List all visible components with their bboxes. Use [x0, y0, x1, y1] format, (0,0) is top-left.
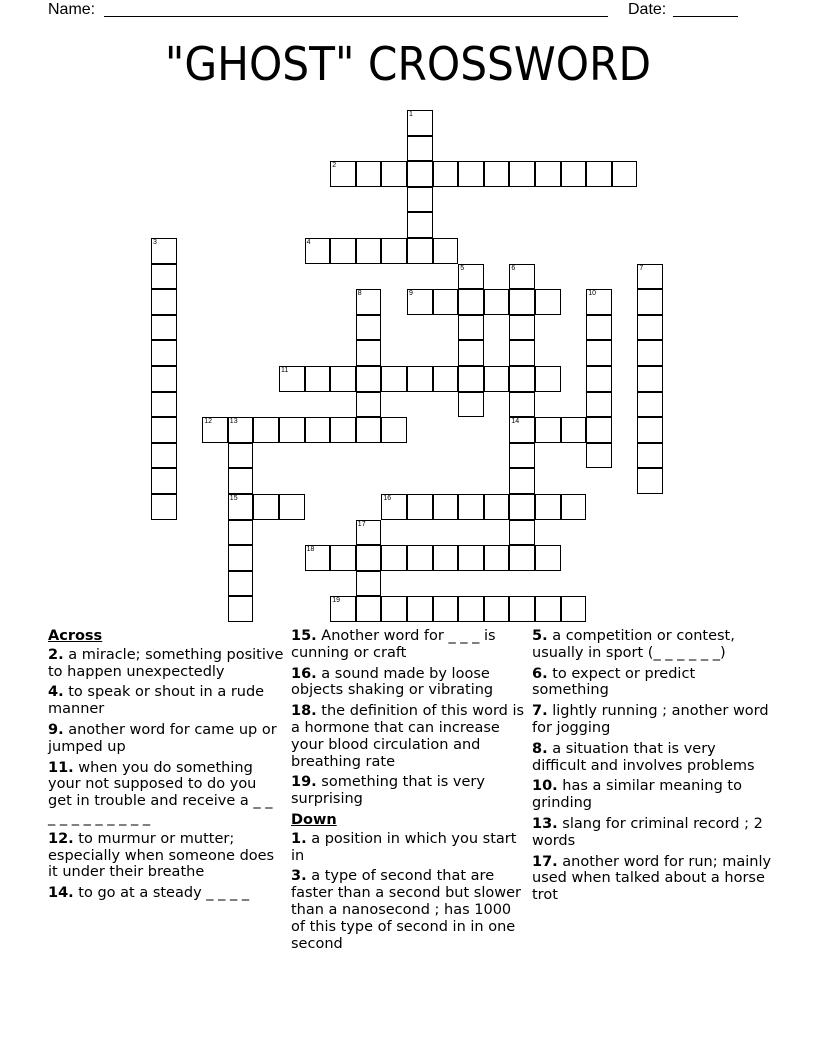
- clue-number: 1.: [291, 830, 307, 847]
- cell-number: 7: [639, 264, 644, 272]
- grid-cell[interactable]: [586, 340, 612, 366]
- grid-cell[interactable]: [407, 289, 433, 315]
- grid-cell[interactable]: [509, 340, 535, 366]
- grid-cell[interactable]: [637, 315, 663, 341]
- clue-text: Another word for _ _ _ is cunning or craft: [291, 628, 496, 661]
- clue-text: something that is very surprising: [291, 774, 485, 808]
- grid-cell[interactable]: [509, 545, 535, 571]
- grid-cell[interactable]: [586, 443, 612, 469]
- grid-cell[interactable]: [407, 161, 433, 187]
- grid-cell[interactable]: [279, 494, 305, 520]
- grid-cell[interactable]: [535, 596, 561, 622]
- grid-cell[interactable]: [433, 366, 459, 392]
- grid-cell[interactable]: [561, 596, 587, 622]
- grid-cell[interactable]: [433, 596, 459, 622]
- grid-cell[interactable]: [151, 315, 177, 341]
- grid-cell[interactable]: [509, 315, 535, 341]
- clue-down-1: [291, 831, 527, 865]
- grid-cell[interactable]: [407, 366, 433, 392]
- grid-cell[interactable]: [637, 366, 663, 392]
- grid-cell[interactable]: [151, 340, 177, 366]
- cell-number: 17: [357, 520, 366, 528]
- clue-text: the definition of this word is a hormone that can increase your blood circulation and breathing rate: [291, 703, 525, 770]
- clue-number: 10.: [532, 778, 558, 795]
- clue-across-2: [48, 647, 284, 681]
- grid-cell[interactable]: [433, 161, 459, 187]
- grid-cell[interactable]: [228, 571, 254, 597]
- clue-text: a type of second that are faster than a second but slower than a nanosecond ; has 1000 of this type of second in in one second: [291, 868, 521, 952]
- clue-text: another word for came up or jumped up: [48, 721, 277, 755]
- name-label: Name:: [48, 1, 96, 18]
- grid-cell[interactable]: [381, 238, 407, 264]
- grid-cell[interactable]: [561, 161, 587, 187]
- grid-cell[interactable]: [458, 264, 484, 290]
- grid-cell[interactable]: [484, 596, 510, 622]
- clue-text: to expect or predict something: [532, 665, 696, 699]
- grid-cell[interactable]: [407, 136, 433, 162]
- grid-cell[interactable]: [305, 417, 331, 443]
- grid-cell[interactable]: [356, 520, 382, 546]
- clue-text: to murmur or mutter; especially when someone does it under their breathe: [48, 830, 275, 881]
- clue-number: 16.: [291, 665, 317, 682]
- clue-number: 8.: [532, 740, 548, 757]
- grid-cell[interactable]: [458, 545, 484, 571]
- grid-cell[interactable]: [637, 417, 663, 443]
- grid-cell[interactable]: [458, 161, 484, 187]
- cell-number: 14: [511, 418, 520, 426]
- grid-cell[interactable]: [509, 417, 535, 443]
- clue-text: a situation that is very difficult and involves problems: [532, 740, 755, 774]
- grid-cell[interactable]: [356, 545, 382, 571]
- grid-cell[interactable]: [509, 264, 535, 290]
- grid-cell[interactable]: [228, 520, 254, 546]
- grid-cell[interactable]: [202, 417, 228, 443]
- cell-number: 9: [409, 290, 413, 298]
- grid-cell[interactable]: [356, 340, 382, 366]
- grid-cell[interactable]: [535, 289, 561, 315]
- clue-text: a miracle; something positive to happen unexpectedly: [48, 646, 284, 680]
- grid-cell[interactable]: [407, 187, 433, 213]
- grid-cell[interactable]: [612, 161, 638, 187]
- grid-cell[interactable]: [228, 443, 254, 469]
- grid-cell[interactable]: [151, 417, 177, 443]
- grid-cell[interactable]: [484, 366, 510, 392]
- grid-cell[interactable]: [509, 494, 535, 520]
- clue-down-6: [532, 666, 772, 700]
- grid-cell[interactable]: [561, 417, 587, 443]
- clue-number: 6.: [532, 665, 548, 682]
- cell-number: 4: [306, 239, 311, 246]
- down-heading: Down: [291, 811, 337, 828]
- grid-cell[interactable]: [381, 494, 407, 520]
- clue-down-13: [532, 816, 772, 850]
- clue-down-8: [532, 741, 772, 775]
- grid-cell[interactable]: [151, 443, 177, 469]
- cell-number: 12: [204, 418, 212, 426]
- grid-cell[interactable]: [535, 417, 561, 443]
- grid-cell[interactable]: [458, 289, 484, 315]
- grid-cell[interactable]: [509, 468, 535, 494]
- grid-cell[interactable]: [381, 417, 407, 443]
- clues-column-1: [48, 628, 284, 906]
- clue-across-14: [48, 885, 284, 902]
- grid-cell[interactable]: [356, 289, 382, 315]
- grid-cell[interactable]: [151, 494, 177, 520]
- clue-down-3: [291, 868, 527, 952]
- clues-column-2: [291, 628, 527, 956]
- grid-cell[interactable]: [151, 238, 177, 264]
- grid-cell[interactable]: [407, 212, 433, 238]
- grid-cell[interactable]: [381, 596, 407, 622]
- grid-cell[interactable]: [586, 366, 612, 392]
- clue-across-12: [48, 831, 284, 881]
- grid-cell[interactable]: [637, 289, 663, 315]
- clue-across-19: [291, 774, 527, 808]
- grid-cell[interactable]: [151, 289, 177, 315]
- grid-cell[interactable]: [151, 366, 177, 392]
- clue-number: 13.: [532, 815, 558, 832]
- clue-down-5: [532, 628, 772, 662]
- clue-number: 5.: [532, 628, 548, 644]
- grid-cell[interactable]: [228, 468, 254, 494]
- clue-number: 12.: [48, 830, 74, 847]
- grid-cell[interactable]: [458, 494, 484, 520]
- grid-cell[interactable]: [407, 110, 433, 136]
- clue-number: 15.: [291, 628, 317, 644]
- cell-number: 10: [588, 290, 596, 298]
- grid-cell[interactable]: [586, 392, 612, 418]
- grid-cell[interactable]: [253, 417, 279, 443]
- grid-cell[interactable]: [228, 596, 254, 622]
- grid-cell[interactable]: [586, 417, 612, 443]
- grid-cell[interactable]: [509, 520, 535, 546]
- clue-number: 9.: [48, 721, 64, 738]
- grid-cell[interactable]: [330, 366, 356, 392]
- clue-across-18: [291, 703, 527, 770]
- cell-number: 6: [511, 264, 516, 272]
- clue-text: when you do something your not supposed to do you get in trouble and receive a _ _ _ _ _ _ _ _ _ _ _: [48, 759, 273, 826]
- grid-cell[interactable]: [509, 596, 535, 622]
- grid-cell[interactable]: [407, 545, 433, 571]
- clue-across-16: [291, 666, 527, 700]
- grid-cell[interactable]: [586, 315, 612, 341]
- clue-number: 19.: [291, 774, 317, 791]
- clue-text: slang for criminal record ; 2 words: [532, 815, 763, 849]
- clue-number: 11.: [48, 759, 74, 776]
- across-heading: Across: [48, 628, 103, 644]
- grid-cell[interactable]: [637, 392, 663, 418]
- grid-cell[interactable]: [535, 161, 561, 187]
- grid-cell[interactable]: [356, 596, 382, 622]
- grid-cell[interactable]: [433, 238, 459, 264]
- grid-cell[interactable]: [433, 289, 459, 315]
- cell-number: 3: [153, 239, 157, 246]
- grid-cell[interactable]: [330, 596, 356, 622]
- grid-cell[interactable]: [330, 161, 356, 187]
- grid-cell[interactable]: [407, 596, 433, 622]
- grid-cell[interactable]: [356, 417, 382, 443]
- grid-cell[interactable]: [458, 366, 484, 392]
- grid-cell[interactable]: [509, 443, 535, 469]
- clue-number: 3.: [291, 868, 307, 885]
- grid-cell[interactable]: [433, 545, 459, 571]
- clue-across-15: [291, 628, 527, 662]
- grid-cell[interactable]: [381, 161, 407, 187]
- grid-cell[interactable]: [228, 417, 254, 443]
- grid-cell[interactable]: [381, 545, 407, 571]
- grid-cell[interactable]: [279, 417, 305, 443]
- grid-cell[interactable]: [356, 366, 382, 392]
- grid-cell[interactable]: [228, 494, 254, 520]
- grid-cell[interactable]: [509, 289, 535, 315]
- grid-cell[interactable]: [279, 366, 305, 392]
- cell-number: 16: [383, 495, 392, 502]
- grid-cell[interactable]: [330, 238, 356, 264]
- grid-cell[interactable]: [151, 264, 177, 290]
- grid-cell[interactable]: [356, 571, 382, 597]
- clue-number: 2.: [48, 646, 64, 663]
- grid-cell[interactable]: [433, 494, 459, 520]
- page-title: "GHOST" CROSSWORD: [164, 37, 652, 91]
- cell-number: 15: [229, 495, 238, 502]
- grid-cell[interactable]: [509, 161, 535, 187]
- grid-cell[interactable]: [535, 494, 561, 520]
- clue-text: a competition or contest, usually in sport (_ _ _ _ _ _): [532, 628, 735, 661]
- grid-cell[interactable]: [151, 468, 177, 494]
- grid-cell[interactable]: [356, 238, 382, 264]
- grid-cell[interactable]: [509, 366, 535, 392]
- grid-cell[interactable]: [305, 238, 331, 264]
- clue-text: to speak or shout in a rude manner: [48, 684, 265, 718]
- clues-column-3: [532, 628, 772, 908]
- clue-number: 7.: [532, 703, 548, 720]
- clue-text: another word for run; mainly used when talked about a horse trot: [532, 853, 772, 904]
- grid-cell[interactable]: [535, 366, 561, 392]
- cell-number: 13: [229, 418, 238, 426]
- grid-cell[interactable]: [586, 289, 612, 315]
- clue-text: lightly running ; another word for jogging: [532, 703, 769, 736]
- grid-cell[interactable]: [356, 161, 382, 187]
- grid-cell[interactable]: [407, 238, 433, 264]
- grid-cell[interactable]: [228, 545, 254, 571]
- clue-text: a position in which you start in: [291, 830, 517, 864]
- clue-down-17: [532, 854, 772, 904]
- clue-number: 14.: [48, 885, 74, 902]
- grid-cell[interactable]: [151, 392, 177, 418]
- clue-text: a sound made by loose objects shaking or vibrating: [291, 665, 494, 699]
- cell-number: 5: [460, 264, 465, 272]
- grid-cell[interactable]: [305, 366, 331, 392]
- clue-across-9: [48, 722, 284, 756]
- grid-cell[interactable]: [484, 545, 510, 571]
- clue-text: to go at a steady _ _ _ _: [78, 885, 250, 902]
- grid-cell[interactable]: [561, 494, 587, 520]
- clue-across-4: [48, 684, 284, 718]
- grid-cell[interactable]: [484, 289, 510, 315]
- cell-number: 1: [409, 111, 413, 118]
- grid-cell[interactable]: [458, 340, 484, 366]
- grid-cell[interactable]: [305, 545, 331, 571]
- cell-number: 18: [306, 546, 315, 554]
- clue-number: 4.: [48, 684, 64, 701]
- grid-cell[interactable]: [637, 443, 663, 469]
- grid-cell[interactable]: [586, 161, 612, 187]
- grid-cell[interactable]: [637, 468, 663, 494]
- clue-number: 18.: [291, 703, 317, 720]
- grid-cell[interactable]: [330, 417, 356, 443]
- grid-cell[interactable]: [330, 545, 356, 571]
- grid-cell[interactable]: [381, 366, 407, 392]
- grid-cell[interactable]: [356, 392, 382, 418]
- grid-cell[interactable]: [484, 161, 510, 187]
- grid-cell[interactable]: [637, 264, 663, 290]
- grid-cell[interactable]: [458, 315, 484, 341]
- grid-cell[interactable]: [509, 392, 535, 418]
- grid-cell[interactable]: [484, 494, 510, 520]
- cell-number: 8: [357, 290, 362, 298]
- grid-cell[interactable]: [356, 315, 382, 341]
- date-label: Date:: [628, 1, 667, 18]
- grid-cell[interactable]: [253, 494, 279, 520]
- grid-cell[interactable]: [458, 392, 484, 418]
- clue-down-7: [532, 703, 772, 737]
- clue-number: 17.: [532, 853, 558, 870]
- grid-cell[interactable]: [458, 596, 484, 622]
- cell-number: 11: [281, 367, 289, 374]
- clue-across-11: [48, 760, 284, 827]
- cell-number: 19: [332, 597, 340, 605]
- cell-number: 2: [332, 162, 337, 170]
- grid-cell[interactable]: [637, 340, 663, 366]
- grid-cell[interactable]: [535, 545, 561, 571]
- grid-cell[interactable]: [407, 494, 433, 520]
- clue-down-10: [532, 778, 772, 812]
- clue-text: has a similar meaning to grinding: [532, 778, 742, 812]
